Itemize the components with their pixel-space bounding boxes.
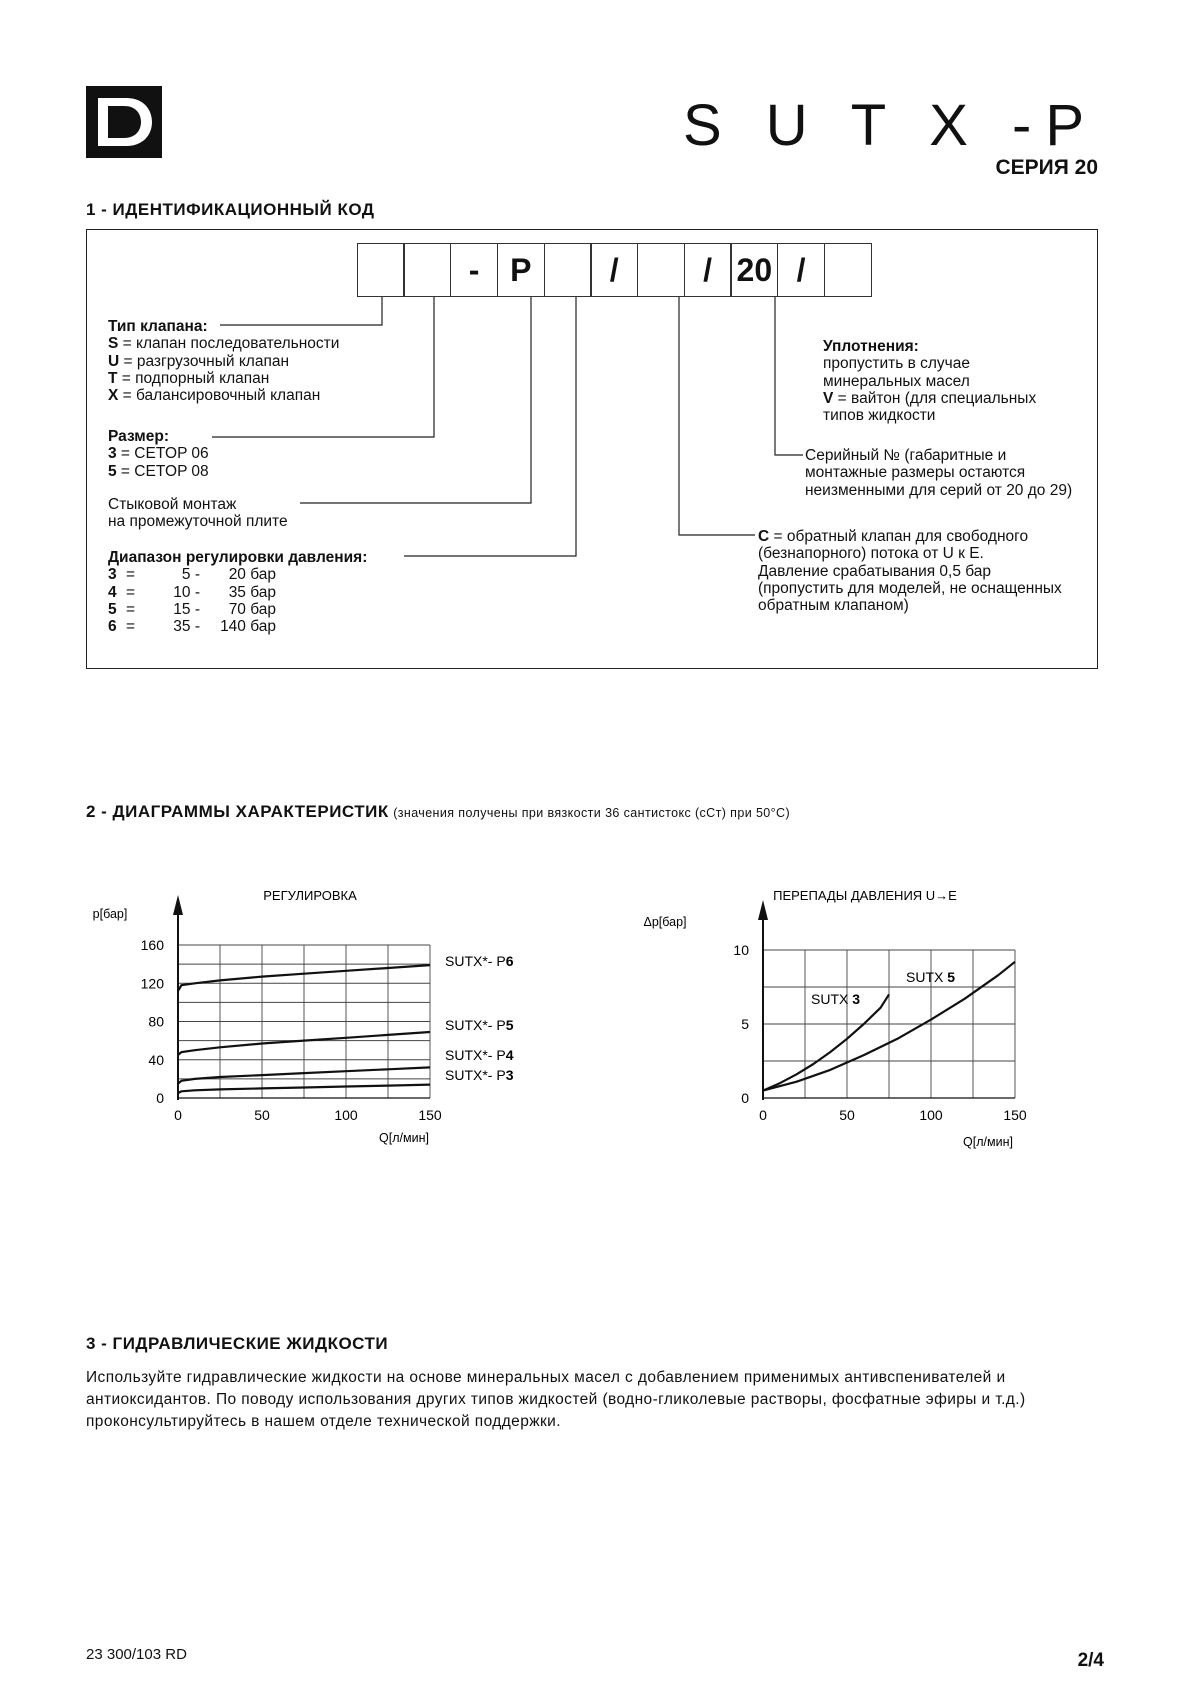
x-tick-label: 50 <box>254 1107 270 1123</box>
check-valve-line: (безнапорного) потока от U к E. <box>758 545 984 563</box>
fluids-paragraph: Используйте гидравлические жидкости на основе минеральных масел с добавлением применимых антивспенивателей и антиоксидантов. По поводу использования других типов жидкостей (водно-гликолевые растворы, фосфатные эфиры и т.д.) проконсультируйтесь в нашем отделе технической поддержки. <box>86 1369 1026 1430</box>
seals-block <box>823 338 1036 424</box>
serial-line: Серийный № (габаритные и <box>805 447 1007 464</box>
mounting-line: на промежуточной плите <box>108 513 288 531</box>
serial-line: неизменными для серий от 20 до 29) <box>805 481 1073 499</box>
x-tick-label: 100 <box>334 1107 358 1123</box>
series-label: SUTX*- P3 <box>445 1067 514 1083</box>
section3-heading: 3 - ГИДРАВЛИЧЕСКИЕ ЖИДКОСТИ <box>86 1334 389 1353</box>
x-tick-label: 100 <box>919 1107 943 1123</box>
size-block <box>108 428 209 480</box>
seals-line: минеральных масел <box>823 372 970 390</box>
code-cell: / <box>777 243 825 297</box>
x-axis-label: Q[л/мин] <box>963 1135 1013 1149</box>
mounting-block <box>108 496 288 531</box>
valve-type-item: S = клапан последовательности <box>108 335 340 353</box>
code-cell: / <box>590 243 638 297</box>
series-label: SUTX*- P6 <box>445 953 514 969</box>
seals-line: пропустить в случае <box>823 355 970 373</box>
pressure-range-block <box>108 549 367 635</box>
y-tick-label: 0 <box>741 1090 749 1106</box>
y-axis-label: Δр[бар] <box>643 915 687 929</box>
check-valve-block <box>758 528 1062 614</box>
series-line <box>763 994 889 1090</box>
chart-title: РЕГУЛИРОВКА <box>263 888 357 903</box>
page-number: 2/4 <box>1077 1650 1104 1671</box>
y-tick-label: 80 <box>148 1013 164 1030</box>
valve-type-block <box>108 318 339 404</box>
seals-line: типов жидкости <box>823 407 936 425</box>
x-tick-label: 150 <box>418 1107 442 1123</box>
valve-type-item: X = балансировочный клапан <box>108 387 321 405</box>
series-label: SUTX 5 <box>906 969 956 985</box>
seals-v-item: V = вайтон (для специальных <box>823 389 1037 407</box>
chart-title: ПЕРЕПАДЫ ДАВЛЕНИЯ U→E <box>773 888 957 903</box>
code-cell: 20 <box>730 243 778 297</box>
check-valve-line: обратным клапаном) <box>758 597 909 615</box>
x-tick-label: 50 <box>839 1107 855 1123</box>
pressure-range-table: 3 = 5 - 20 бар 4 = 10 - 35 бар 5 = 15 - 70 бар 6 = 35 - 140 бар <box>108 566 276 636</box>
series-label: SUTX 3 <box>811 991 861 1007</box>
valve-type-item: U = разгрузочный клапан <box>108 352 290 370</box>
mounting-line: Стыковой монтаж <box>108 496 237 513</box>
document-code: 23 300/103 RD <box>86 1646 187 1663</box>
x-tick-label: 150 <box>1003 1107 1027 1123</box>
valve-type-item: T = подпорный клапан <box>108 369 270 387</box>
y-tick-label: 0 <box>156 1090 164 1106</box>
section1-heading: 1 - ИДЕНТИФИКАЦИОННЫЙ КОД <box>86 200 375 219</box>
check-valve-item: C = обратный клапан для свободного <box>758 528 1029 545</box>
code-cell: - <box>450 243 498 297</box>
y-tick-label: 40 <box>148 1051 164 1068</box>
section2-note: (значения получены при вязкости 36 сантистокс (сСт) при 50°С) <box>393 806 791 820</box>
x-axis-label: Q[л/мин] <box>379 1131 429 1145</box>
valve-type-label: Тип клапана: <box>108 318 208 335</box>
serial-block <box>805 447 1072 499</box>
pressure-drop-chart <box>600 880 1200 1160</box>
size-item: 5 = CETOP 08 <box>108 462 209 480</box>
check-valve-line: Давление срабатывания 0,5 бар <box>758 562 992 580</box>
serial-line: монтажные размеры остаются <box>805 464 1026 482</box>
section2-heading: 2 - ДИАГРАММЫ ХАРАКТЕРИСТИК <box>86 802 389 821</box>
seals-label: Уплотнения: <box>823 338 919 355</box>
regulation-chart <box>0 880 600 1160</box>
code-cell: / <box>684 243 732 297</box>
code-cell: P <box>497 243 545 297</box>
series-label: СЕРИЯ 20 <box>995 156 1098 179</box>
y-axis-arrow <box>173 895 183 915</box>
y-axis-label: р[бар] <box>92 907 128 921</box>
y-tick-label: 120 <box>140 975 164 992</box>
y-tick-label: 160 <box>140 937 164 953</box>
series-label: SUTX*- P5 <box>445 1017 514 1033</box>
series-label: SUTX*- P4 <box>445 1047 514 1063</box>
pressure-range-label: Диапазон регулировки давления: <box>108 549 368 566</box>
size-label: Размер: <box>108 428 169 445</box>
x-tick-label: 0 <box>759 1107 767 1123</box>
section2-heading-row <box>86 802 790 822</box>
y-tick-label: 10 <box>733 942 749 958</box>
x-tick-label: 0 <box>174 1107 182 1123</box>
product-title: S U T X -P <box>682 93 1098 158</box>
y-axis-arrow <box>758 900 768 920</box>
size-item: 3 = CETOP 06 <box>108 445 209 463</box>
y-tick-label: 5 <box>741 1016 749 1032</box>
check-valve-line: (пропустить для моделей, не оснащенных <box>758 579 1062 597</box>
